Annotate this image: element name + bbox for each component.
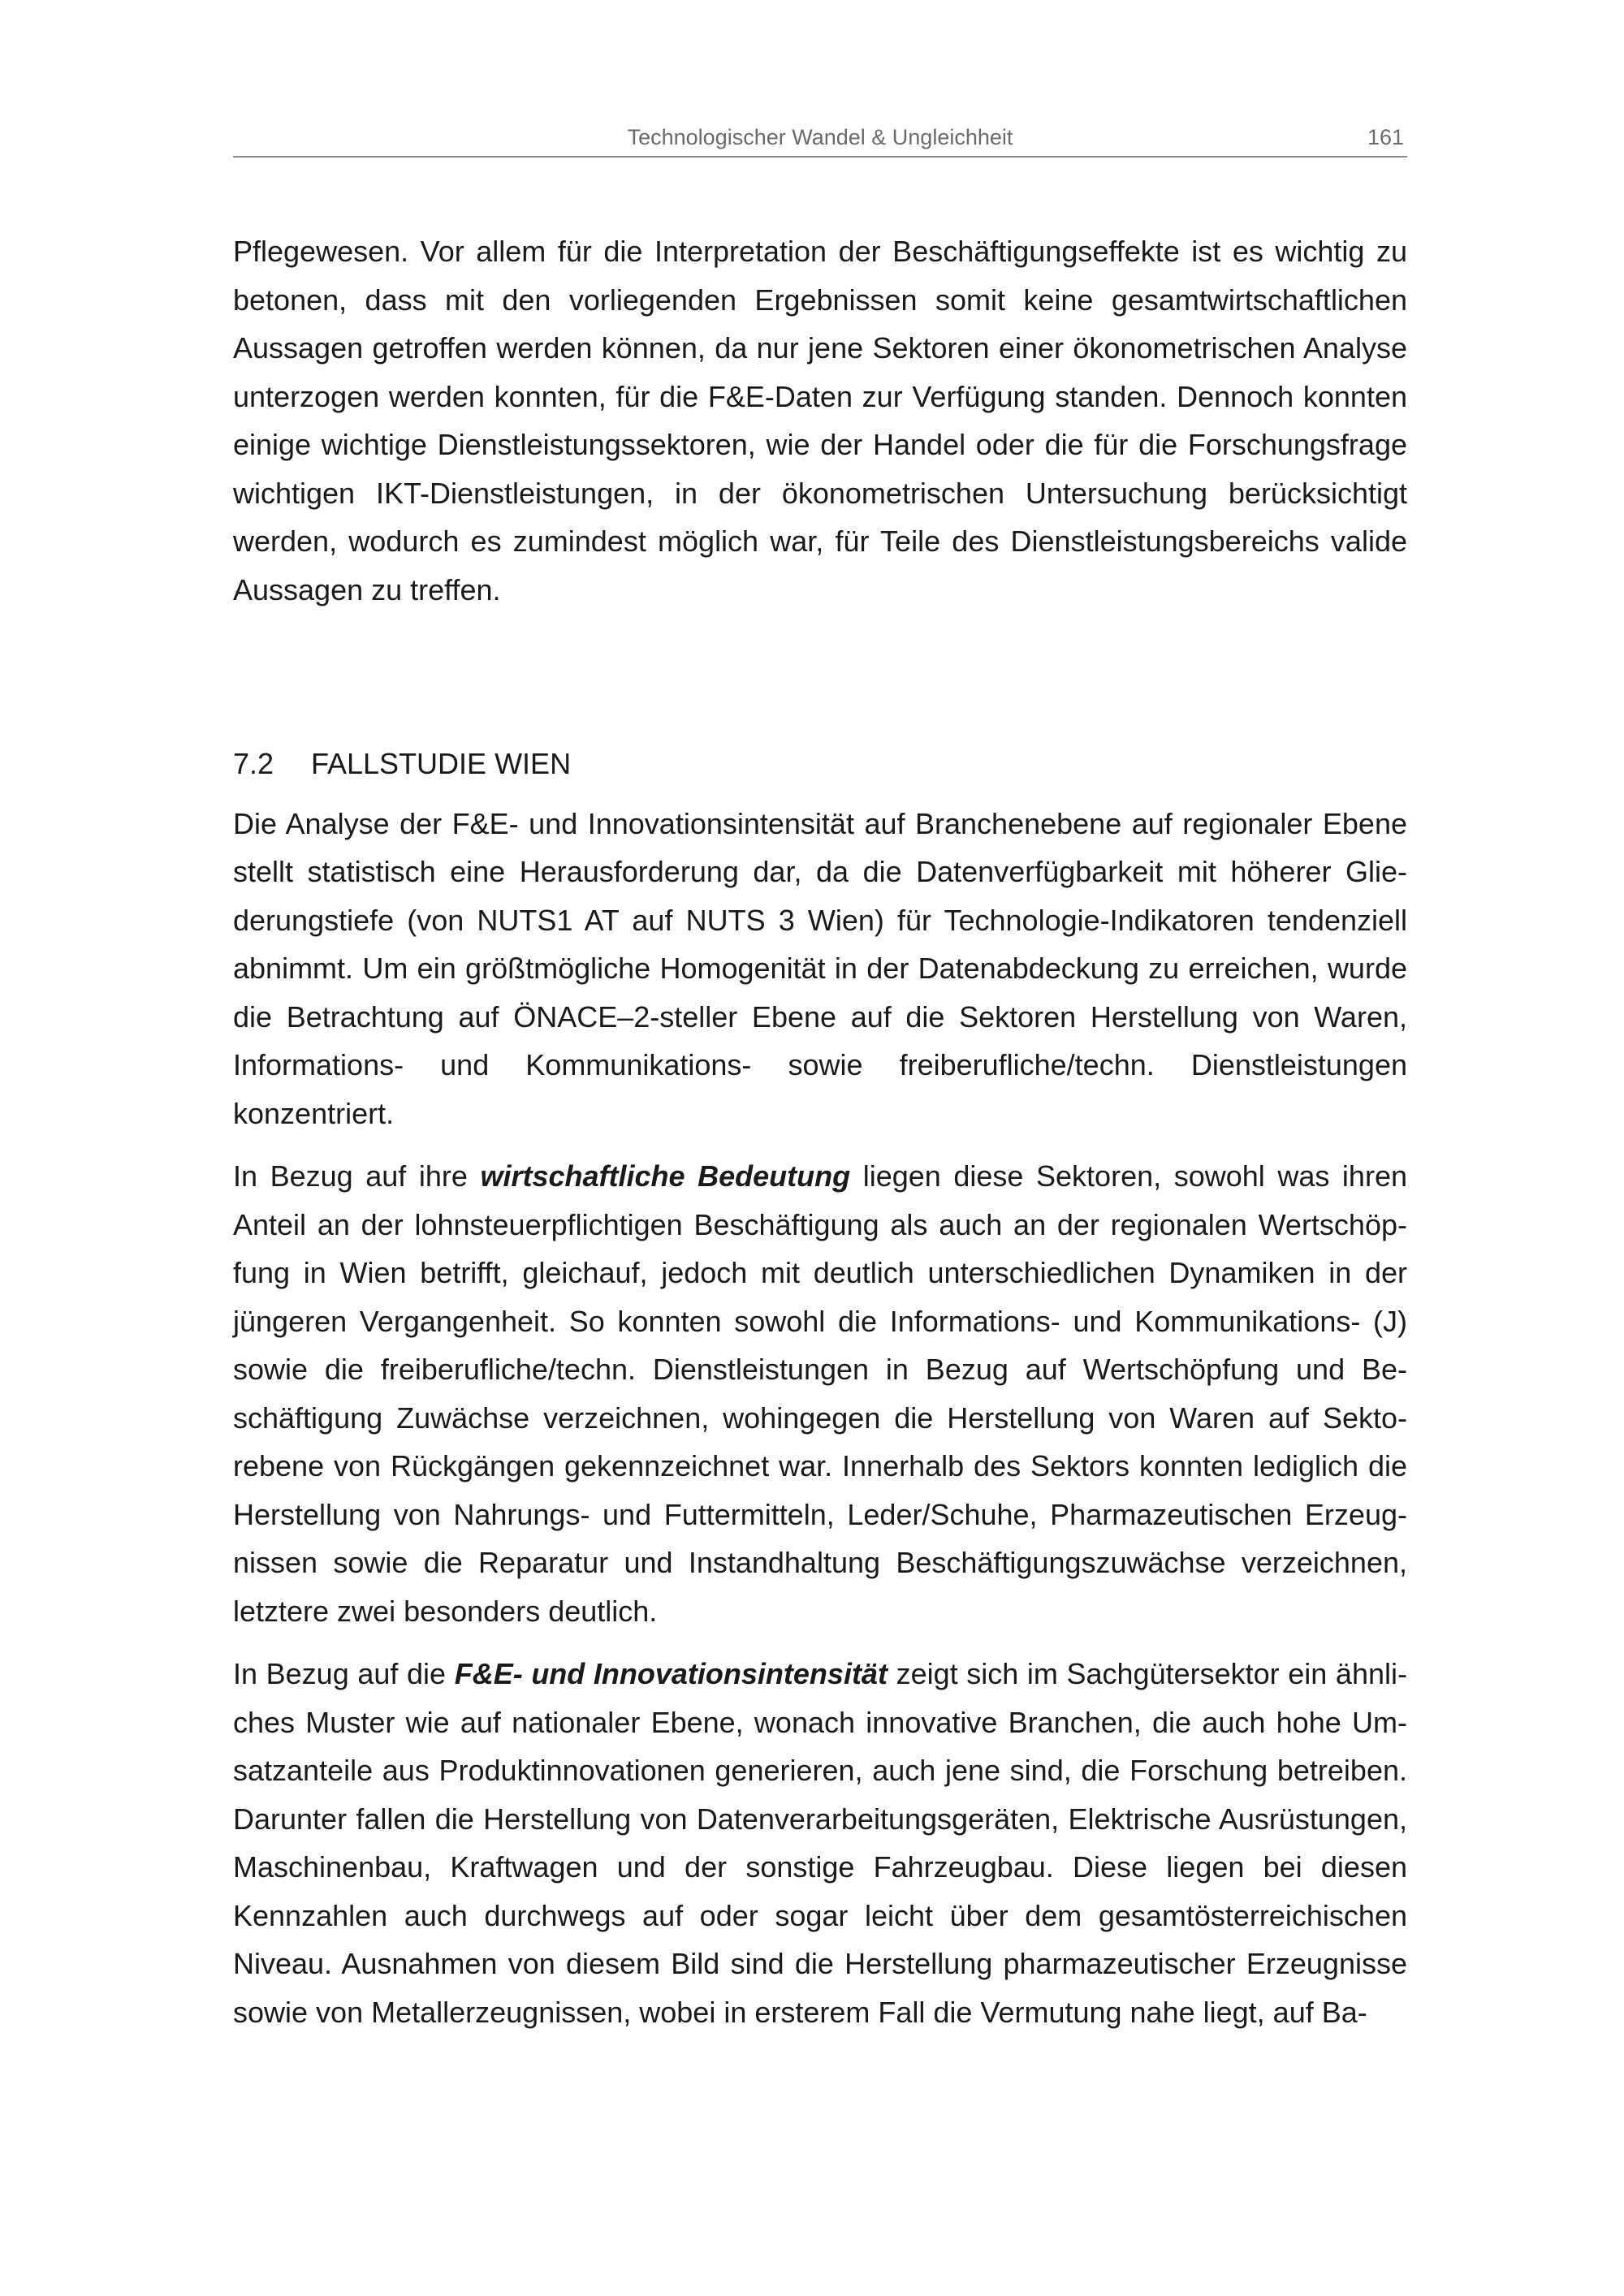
emphasis-text: wirtschaftliche Bedeutung: [480, 1159, 851, 1193]
paragraph-text: In Bezug auf die: [233, 1657, 455, 1690]
intro-paragraph: Pflegewesen. Vor allem für die Interpretation der Beschäftigungseffekte ist es wichtig zu betonen, dass mit den vorliegenden Ergebnissen somit keine gesamtwirtschaftlichen Aussagen getroffen werden können, da nur jene Sektoren einer ökonometrischen Analyse unterzogen werden konnten, für die F&E-Daten zur Verfügung standen. Dennoch konnten einige wichtige Dienstleistungssektoren, wie der Handel oder die für die Forschungsfrage wichtigen IKT-Dienstleistungen, in der ökonometrischen Untersuchung berücksichtigt werden, wodurch es zumindest möglich war, für Teile des Dienstleistungsbereichs valide Aussagen zu treffen.: [233, 235, 1407, 606]
paragraph-economic-importance: [233, 1152, 1407, 1635]
emphasis-text: F&E- und Innovationsintensität: [454, 1657, 888, 1690]
body-content: [233, 227, 1407, 2036]
running-header: [233, 122, 1407, 158]
paragraph-text: liegen diese Sektoren, sowohl was ihren Anteil an der lohnsteuerpflichtigen Beschäftigung als auch an der regionalen Wertschöpfung in Wien betrifft, gleichauf, jedoch mit deutlich unterschiedlichen Dynamiken in der jüngeren Vergangenheit. So konnten sowohl die Informations- und Kommunikations- (J) sowie die freiberufliche/techn. Dienstleistungen in Bezug auf Wertschöpfung und Beschäftigung Zuwächse verzeichnen, wohingegen die Herstellung von Waren auf Sektorebene von Rückgängen gekennzeichnet war. Innerhalb des Sektors konnten lediglich die Herstellung von Nahrungs- und Futtermitteln, Leder/Schuhe, Pharmazeutischen Erzeugnissen sowie die Reparatur und Instandhaltung Beschäftigungszuwächse verzeichnen, letztere zwei besonders deutlich.: [233, 1159, 1407, 1628]
section-heading: [233, 740, 1407, 788]
paragraph-analysis: Die Analyse der F&E- und Innovationsintensität auf Branchenebene auf regionaler Ebene stellt statistisch eine Herausforderung dar, da die Datenverfügbarkeit mit höherer Gliederungstiefe (von NUTS1 AT auf NUTS 3 Wien) für Technologie-Indikatoren tendenziell abnimmt. Um ein größtmögliche Homogenität in der Datenabdeckung zu erreichen, wurde die Betrachtung auf ÖNACE–2-steller Ebene auf die Sektoren Herstellung von Waren, Informations- und Kommunikations- sowie freiberufliche/techn. Dienstleistungen konzentriert.: [233, 806, 1407, 1130]
section-title: FALLSTUDIE WIEN: [311, 747, 572, 780]
header-title: Technologischer Wandel & Ungleichheit: [627, 125, 1013, 149]
section-number: 7.2: [233, 747, 274, 780]
page-number: 161: [1367, 125, 1404, 149]
paragraph-text: zeigt sich im Sachgütersektor ein ähnliches Muster wie auf nationaler Ebene, wonach innovative Branchen, die auch hohe Umsatzanteile aus Produktinnovationen generieren, auch jene sind, die Forschung betreiben. Darunter fallen die Herstellung von Datenverarbeitungsgeräten, Elektrische Ausrüstungen, Maschinenbau, Kraftwagen und der sonstige Fahrzeugbau. Diese liegen bei diesen Kennzahlen auch durchwegs auf oder sogar leicht über dem gesamtösterreichischen Niveau. Ausnahmen von diesem Bild sind die Herstellung pharmazeutischer Erzeugnisse sowie von Metallerzeugnissen, wobei in ersterem Fall die Vermutung nahe liegt, auf Ba-: [233, 1657, 1407, 2029]
paragraph-text: In Bezug auf ihre: [233, 1159, 481, 1193]
paragraph-rd-innovation: [233, 1650, 1407, 2036]
